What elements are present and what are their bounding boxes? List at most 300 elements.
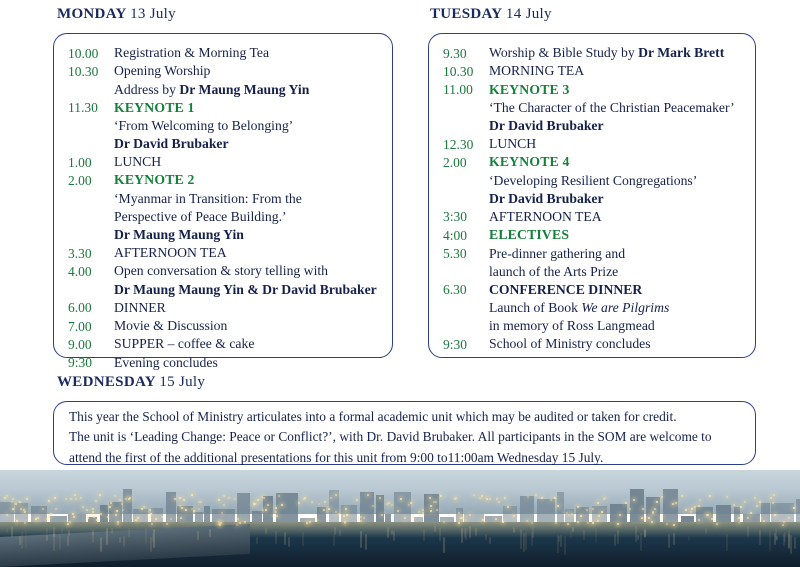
- photo-light: [236, 524, 238, 526]
- photo-light: [257, 499, 259, 501]
- photo-reflection: [557, 535, 559, 553]
- photo-light: [641, 517, 643, 519]
- photo-light: [744, 501, 746, 503]
- photo-light: [191, 494, 193, 496]
- photo-reflection: [46, 535, 48, 541]
- photo-light: [756, 505, 758, 507]
- photo-light: [198, 508, 200, 510]
- photo-light: [496, 498, 498, 500]
- photo-light: [191, 508, 193, 510]
- schedule-row: [68, 281, 380, 299]
- photo-reflection: [790, 535, 792, 554]
- photo-light: [335, 494, 337, 496]
- schedule-description: DINNER: [114, 299, 166, 315]
- photo-light: [237, 518, 239, 520]
- photo-light: [550, 499, 552, 501]
- photo-light: [155, 518, 157, 520]
- schedule-row: [68, 44, 380, 62]
- photo-reflection: [288, 537, 290, 547]
- photo-light: [318, 503, 320, 505]
- schedule-description: LUNCH: [489, 136, 537, 152]
- photo-reflection: [6, 528, 8, 533]
- day-heading-wednesday: [57, 374, 205, 391]
- photo-light: [654, 508, 656, 510]
- photo-reflection: [434, 526, 436, 532]
- photo-light: [617, 523, 619, 525]
- photo-light: [707, 514, 709, 516]
- photo-reflection: [572, 527, 574, 532]
- photo-reflection: [365, 534, 367, 550]
- photo-light: [185, 509, 187, 511]
- photo-light: [479, 497, 481, 499]
- photo-light: [276, 515, 278, 517]
- schedule-row: [68, 244, 380, 262]
- schedule-description: Launch of Book We are Pilgrims: [489, 300, 670, 316]
- schedule-row: [443, 99, 743, 117]
- photo-light: [20, 508, 22, 510]
- photo-light: [6, 495, 8, 497]
- schedule-description: Address by Dr Maung Maung Yin: [114, 81, 310, 97]
- photo-light: [92, 511, 94, 513]
- photo-reflection: [560, 535, 562, 547]
- photo-light: [711, 518, 713, 520]
- photo-reflection: [68, 530, 70, 536]
- schedule-time: [68, 81, 114, 82]
- photo-light: [577, 506, 579, 508]
- photo-light: [55, 508, 57, 510]
- photo-light: [666, 523, 668, 525]
- photo-light: [372, 505, 374, 507]
- schedule-description: KEYNOTE 1: [114, 99, 195, 115]
- photo-light: [597, 502, 599, 504]
- photo-light: [298, 502, 300, 504]
- photo-light: [69, 521, 71, 523]
- photo-light: [661, 496, 663, 498]
- photo-light: [458, 512, 460, 514]
- photo-light: [360, 520, 362, 522]
- photo-light: [356, 499, 358, 501]
- day-heading-wednesday-name: WEDNESDAY: [57, 374, 156, 390]
- photo-building: [557, 492, 564, 524]
- photo-reflection: [46, 528, 48, 534]
- photo-light: [694, 506, 696, 508]
- photo-reflection: [637, 535, 639, 540]
- photo-reflection: [614, 534, 616, 546]
- photo-light: [410, 502, 412, 504]
- photo-light: [568, 514, 570, 516]
- schedule-time: [68, 117, 114, 118]
- photo-light: [656, 501, 658, 503]
- schedule-time: 7.00: [68, 318, 92, 334]
- photo-reflection: [61, 527, 63, 534]
- photo-light: [303, 498, 305, 500]
- wednesday-note: [53, 407, 753, 468]
- photo-reflection: [489, 537, 491, 544]
- schedule-row: [68, 62, 380, 80]
- schedule-row: [68, 317, 380, 335]
- photo-reflection: [705, 528, 707, 534]
- photo-light: [149, 509, 151, 511]
- photo-light: [443, 521, 445, 523]
- photo-light: [672, 503, 674, 505]
- photo-light: [181, 507, 183, 509]
- schedule-time: 4.00: [68, 263, 92, 279]
- photo-light: [223, 504, 225, 506]
- photo-light: [344, 522, 346, 524]
- photo-reflection: [256, 537, 258, 544]
- photo-light: [345, 508, 347, 510]
- schedule-description: School of Ministry concludes: [489, 336, 651, 352]
- photo-light: [221, 512, 223, 514]
- photo-light: [642, 508, 644, 510]
- photo-light: [193, 510, 195, 512]
- schedule-description: SUPPER – coffee & cake: [114, 336, 255, 352]
- photo-light: [218, 521, 220, 523]
- photo-light: [110, 502, 112, 504]
- photo-light: [633, 499, 635, 501]
- photo-light: [219, 524, 221, 526]
- photo-reflection: [197, 531, 199, 540]
- photo-light: [267, 504, 269, 506]
- photo-reflection: [644, 530, 646, 537]
- schedule-row: [443, 208, 743, 226]
- schedule-description: ‘From Welcoming to Belonging’: [114, 118, 294, 134]
- photo-light: [531, 522, 533, 524]
- photo-reflection: [485, 534, 487, 540]
- photo-reflection: [153, 529, 155, 548]
- photo-reflection: [570, 531, 572, 539]
- photo-light: [42, 508, 44, 510]
- photo-reflection: [284, 532, 286, 545]
- photo-light: [397, 510, 399, 512]
- photo-light: [316, 519, 318, 521]
- photo-building: [276, 493, 298, 524]
- schedule-time: [68, 226, 114, 227]
- photo-light: [489, 498, 491, 500]
- schedule-row: [443, 135, 743, 153]
- photo-light: [116, 510, 118, 512]
- schedule-description: AFTERNOON TEA: [489, 208, 602, 224]
- photo-light: [793, 507, 795, 509]
- schedule-speaker-name: Dr Maung Maung Yin: [179, 81, 310, 97]
- photo-building: [109, 502, 122, 524]
- schedule-time: 4:00: [443, 227, 468, 243]
- wednesday-note-line: The unit is ‘Leading Change: Peace or Conflict?’, with Dr. David Brubaker. All participants in the SOM are welcome to: [69, 429, 712, 445]
- schedule-row: [68, 190, 380, 208]
- schedule-row: [68, 262, 380, 280]
- schedule-description: MORNING TEA: [489, 63, 585, 79]
- photo-light: [343, 515, 345, 517]
- photo-light: [234, 498, 236, 500]
- schedule-book-title: We are Pilgrims: [581, 300, 670, 316]
- schedule-row: [68, 171, 380, 189]
- photo-light: [661, 516, 663, 518]
- photo-light: [436, 509, 438, 511]
- photo-light: [404, 517, 406, 519]
- schedule-row: [443, 263, 743, 281]
- schedule-description: launch of the Arts Prize: [489, 263, 619, 279]
- photo-light: [254, 503, 256, 505]
- photo-light: [281, 504, 283, 506]
- photo-light: [19, 501, 21, 503]
- photo-light: [554, 497, 556, 499]
- photo-reflection: [464, 528, 466, 538]
- photo-light: [16, 520, 18, 522]
- photo-light: [74, 494, 76, 496]
- schedule-description: Open conversation & story telling with: [114, 263, 329, 279]
- photo-light: [644, 518, 646, 520]
- photo-light: [15, 503, 17, 505]
- photo-light: [174, 498, 176, 500]
- photo-light: [4, 497, 6, 499]
- photo-light: [128, 498, 130, 500]
- photo-light: [218, 499, 220, 501]
- photo-light: [143, 506, 145, 508]
- photo-reflection: [769, 531, 771, 551]
- photo-light: [200, 501, 202, 503]
- photo-light: [783, 521, 785, 523]
- schedule-row: [68, 117, 380, 135]
- photo-light: [754, 497, 756, 499]
- photo-light: [592, 522, 594, 524]
- photo-light: [121, 503, 123, 505]
- photo-light: [738, 517, 740, 519]
- photo-light: [386, 503, 388, 505]
- schedule-list-monday: [54, 34, 392, 372]
- photo-reflection: [423, 529, 425, 541]
- schedule-description: Dr Maung Maung Yin & Dr David Brubaker: [114, 281, 377, 297]
- schedule-row: [443, 335, 743, 353]
- photo-light: [526, 520, 528, 522]
- schedule-time: 1.00: [68, 154, 92, 170]
- photo-reflection: [92, 531, 94, 543]
- photo-reflection: [145, 528, 147, 544]
- schedule-time: [443, 172, 489, 173]
- photo-reflection: [25, 529, 27, 548]
- photo-light: [11, 501, 13, 503]
- photo-light: [675, 502, 677, 504]
- photo-reflection: [564, 536, 566, 555]
- photo-light: [580, 515, 582, 517]
- photo-light: [65, 498, 67, 500]
- photo-light: [54, 497, 56, 499]
- photo-reflection: [150, 537, 152, 552]
- photo-light: [433, 501, 435, 503]
- day-heading-wednesday-date: 15 July: [159, 374, 206, 390]
- day-heading-monday-name: MONDAY: [57, 6, 127, 22]
- photo-light: [465, 519, 467, 521]
- photo-light: [750, 512, 752, 514]
- photo-light: [275, 507, 277, 509]
- photo-light: [557, 505, 559, 507]
- photo-light: [86, 509, 88, 511]
- schedule-description: in memory of Ross Langmead: [489, 318, 655, 334]
- photo-light: [46, 518, 48, 520]
- photo-reflection: [759, 530, 761, 545]
- photo-light: [48, 500, 50, 502]
- schedule-time: [68, 208, 114, 209]
- photo-light: [278, 495, 280, 497]
- photo-light: [363, 517, 365, 519]
- schedule-description: AFTERNOON TEA: [114, 245, 227, 261]
- photo-light: [685, 509, 687, 511]
- photo-reflection: [788, 530, 790, 549]
- photo-light: [117, 523, 119, 525]
- photo-light: [114, 495, 116, 497]
- photo-light: [513, 515, 515, 517]
- photo-light: [263, 497, 265, 499]
- photo-skyline: [0, 488, 800, 524]
- schedule-time: [443, 99, 489, 100]
- photo-reflection: [776, 536, 778, 540]
- schedule-row: [68, 226, 380, 244]
- photo-reflection: [106, 528, 108, 545]
- schedule-time: [443, 317, 489, 318]
- schedule-time: 3.30: [68, 245, 92, 261]
- photo-light: [87, 517, 89, 519]
- schedule-time: 9:30: [68, 355, 93, 371]
- photo-reflection: [673, 533, 675, 545]
- photo-reflection: [209, 529, 211, 537]
- photo-light: [469, 514, 471, 516]
- photo-light: [311, 501, 313, 503]
- day-heading-tuesday-date: 14 July: [505, 6, 552, 22]
- schedule-time: 12.30: [443, 136, 474, 152]
- photo-light: [73, 516, 75, 518]
- photo-light: [788, 517, 790, 519]
- photo-light: [586, 509, 588, 511]
- schedule-description: KEYNOTE 2: [114, 172, 195, 188]
- schedule-row: [68, 354, 380, 372]
- photo-light: [67, 523, 69, 525]
- schedule-time: 2.00: [443, 154, 467, 170]
- schedule-list-tuesday: [429, 34, 755, 354]
- photo-light: [323, 509, 325, 511]
- photo-reflection: [100, 537, 102, 552]
- photo-light: [170, 518, 172, 520]
- photo-light: [601, 511, 603, 513]
- photo-light: [179, 497, 181, 499]
- photo-light: [691, 508, 693, 510]
- schedule-description: Pre-dinner gathering and: [489, 245, 626, 261]
- photo-building: [0, 502, 14, 524]
- photo-reflection: [513, 527, 515, 533]
- photo-light: [12, 508, 14, 510]
- photo-light: [625, 502, 627, 504]
- schedule-row: [68, 135, 380, 153]
- schedule-description: ‘Developing Resilient Congregations’: [489, 172, 698, 188]
- schedule-row: [443, 44, 743, 62]
- photo-reflection: [583, 530, 585, 540]
- schedule-time: 9:30: [443, 336, 468, 352]
- photo-light: [690, 511, 692, 513]
- schedule-row: [443, 226, 743, 244]
- day-heading-tuesday-name: TUESDAY: [430, 6, 502, 22]
- photo-building: [329, 490, 339, 524]
- photo-light: [239, 522, 241, 524]
- photo-light: [141, 508, 143, 510]
- photo-light: [109, 506, 111, 508]
- photo-light: [82, 506, 84, 508]
- photo-light: [180, 517, 182, 519]
- photo-reflection: [531, 532, 533, 546]
- photo-light: [603, 498, 605, 500]
- photo-reflection: [339, 530, 341, 536]
- photo-reflection: [439, 527, 441, 541]
- photo-light: [24, 511, 26, 513]
- schedule-row: [443, 190, 743, 208]
- photo-light: [24, 522, 26, 524]
- photo-light: [566, 512, 568, 514]
- schedule-panel-monday: [53, 33, 393, 371]
- photo-light: [48, 516, 50, 518]
- photo-light: [535, 494, 537, 496]
- photo-light: [151, 523, 153, 525]
- photo-light: [272, 515, 274, 517]
- schedule-row: [443, 153, 743, 171]
- photo-light: [759, 501, 761, 503]
- photo-reflection: [688, 536, 690, 541]
- schedule-time: 5.30: [443, 246, 467, 261]
- photo-light: [592, 508, 594, 510]
- photo-reflection: [525, 532, 527, 550]
- photo-light: [486, 498, 488, 500]
- photo-light: [597, 520, 599, 522]
- wednesday-note-line: attend the first of the additional presentations for this unit from 9:00 to11:00am Wednesday 15 July.: [69, 449, 604, 465]
- schedule-description: LUNCH: [114, 154, 162, 170]
- photo-light: [96, 519, 98, 521]
- photo-building: [360, 492, 374, 524]
- photo-reflection: [11, 526, 13, 537]
- photo-light: [330, 497, 332, 499]
- photo-light: [75, 498, 77, 500]
- schedule-panel-tuesday: [428, 33, 756, 358]
- photo-reflection: [469, 526, 471, 538]
- photo-light: [587, 522, 589, 524]
- photo-light: [619, 514, 621, 516]
- schedule-description: KEYNOTE 3: [489, 81, 570, 97]
- schedule-description: CONFERENCE DINNER: [489, 281, 643, 297]
- photo-light: [772, 502, 774, 504]
- schedule-time: [68, 190, 114, 191]
- photo-light: [150, 513, 152, 515]
- schedule-description: Movie & Discussion: [114, 318, 228, 334]
- photo-light: [673, 524, 675, 526]
- photo-reflection: [59, 535, 61, 550]
- photo-light: [589, 515, 591, 517]
- photo-light: [93, 516, 95, 518]
- photo-reflection: [123, 536, 125, 547]
- photo-light: [115, 514, 117, 516]
- schedule-time: 10.30: [68, 63, 99, 79]
- photo-light: [400, 498, 402, 500]
- photo-light: [435, 501, 437, 503]
- schedule-time: 11.30: [68, 100, 98, 116]
- photo-reflection: [595, 528, 597, 543]
- photo-reflection: [461, 528, 463, 543]
- photo-light: [502, 521, 504, 523]
- schedule-row: [443, 172, 743, 190]
- schedule-row: [68, 153, 380, 171]
- schedule-description: Dr David Brubaker: [489, 190, 604, 206]
- photo-light: [577, 521, 579, 523]
- photo-light: [733, 504, 735, 506]
- photo-light: [763, 520, 765, 522]
- photo-light: [328, 508, 330, 510]
- day-heading-monday: [57, 6, 176, 23]
- photo-light: [92, 508, 94, 510]
- schedule-description: Opening Worship: [114, 63, 211, 79]
